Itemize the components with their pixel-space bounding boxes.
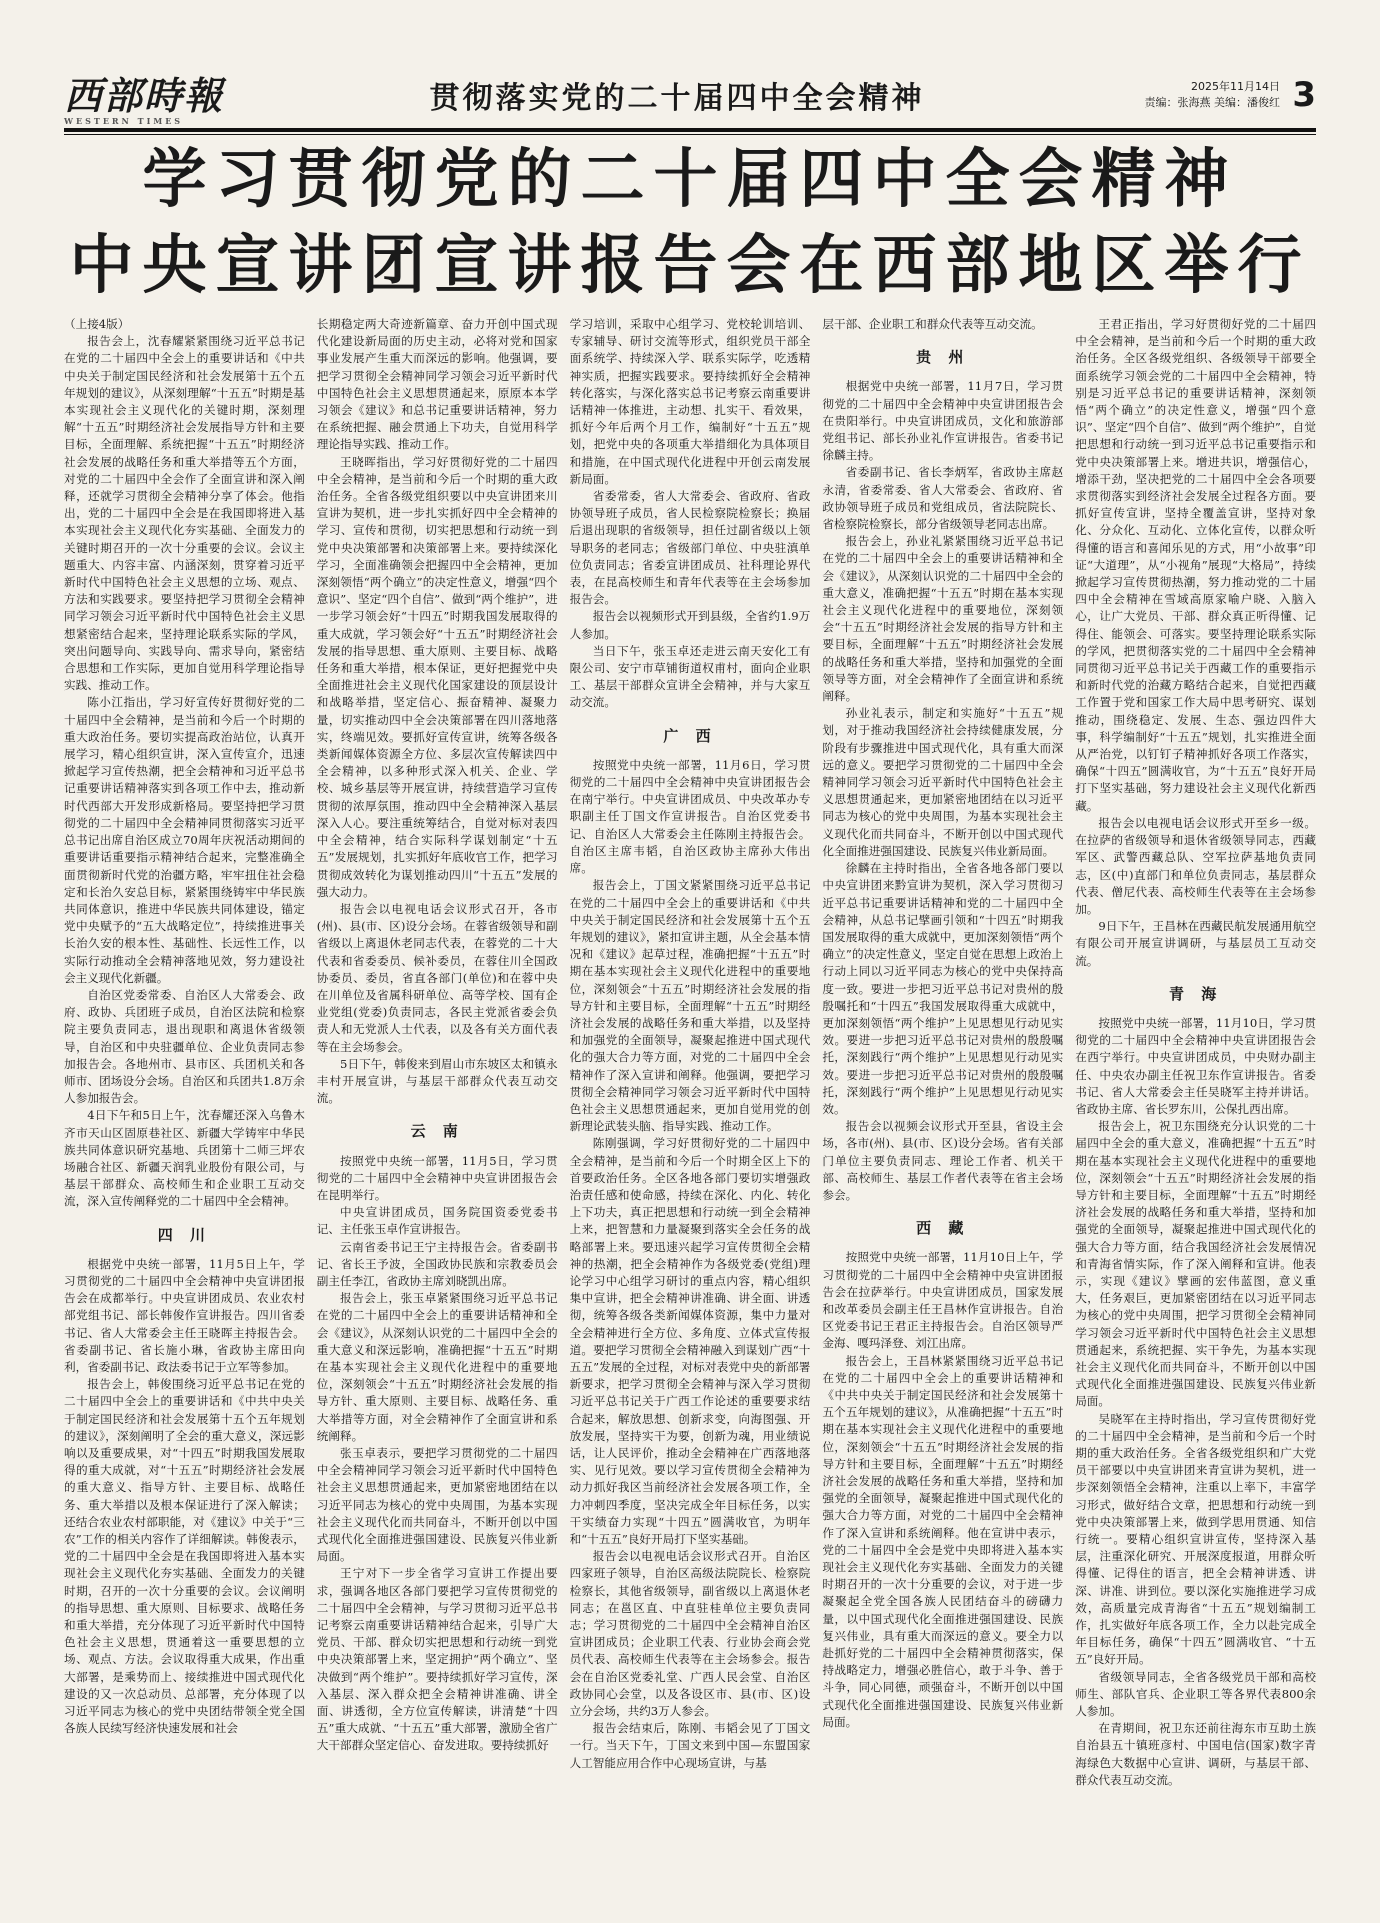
- paragraph: 省委常委，省人大常委会、省政府、省政协领导班子成员，省人民检察院检察长；换届后退出现职的省级领导，担任过副省级以上领导职务的老同志；省级部门单位、中央驻滇单位负责同志；省委宣讲团成员、社科理论界代表，在昆高校师生和青年代表等在主会场参加报告会。: [569, 489, 811, 607]
- paragraph: 省级领导同志，全省各级党员干部和高校师生、部队官兵、企业职工等各界代表800余人参加。: [1075, 1669, 1316, 1719]
- paragraph: 学习培训，采取中心组学习、党校轮训培训、专家辅导、研讨交流等形式，组织党员干部全面系统学、持续深入学、联系实际学，吃透精神实质，把握实践要求。要持续抓好全会精神转化落实，与深化落实总书记考察云南重要讲话精神一体推进，主动想、扎实干、看效果，抓好今年后两个月工作，编制好“十五五”规划，把党中央的各项重大举措细化为具体项目和措施，在中国式现代化进程中开创云南发展新局面。: [569, 317, 811, 486]
- paragraph: 4日下午和5日上午，沈春耀还深入乌鲁木齐市天山区固原巷社区、新疆大学铸牢中华民族共同体意识研究基地、兵团第十二师三坪农场融合社区、新疆天润乳业股份有限公司，与基层干部群众、高校师生和企业职工互动交流，深入宣传阐释党的二十届四中全会精神。: [64, 1108, 305, 1209]
- paragraph: 在青期间，祝卫东还前往海东市互助土族自治县五十镇班彦村、中国电信(国家)数字青海绿色大数据中心宣讲、调研，与基层干部、群众代表互动交流。: [1075, 1721, 1316, 1787]
- paragraph: 张玉卓表示，要把学习贯彻党的二十届四中全会精神同学习领会习近平新时代中国特色社会主义思想贯通起来，更加紧密地团结在以习近平同志为核心的党中央周围，为基本实现社会主义现代化而共同奋斗，不断开创以中国式现代化全面推进强国建设、民族复兴伟业新局面。: [316, 1446, 558, 1564]
- paragraph: 王宁对下一步全省学习宣讲工作提出要求，强调各地区各部门要把学习宣传贯彻党的二十届四中全会精神，与学习贯彻习近平总书记考察云南重要讲话精神结合起来，引导广大党员、干部、群众切实把思想和行动统一到党中央决策部署上来，坚定拥护“两个确立”、坚决做到“两个维护”。要持续抓好学习宣传，深入基层、深入群众把全会精神讲准确、讲全面、讲透彻，全方位宣传解读，讲清楚“十四五”重大成就、“十五五”重大部署，激励全省广大干部群众坚定信心、奋发进取。要持续抓好: [316, 1566, 558, 1753]
- headline-line-1: 学习贯彻党的二十届四中全会精神: [142, 143, 1238, 217]
- paragraph: 按照党中央统一部署，11月6日，学习贯彻党的二十届四中全会精神中央宣讲团报告会在南宁举行。中央宣讲团成员、中央改革办专职副主任丁国文作宣讲报告。自治区党委书记、自治区人大常委会主任陈刚主持报告会。自治区主席韦韬，自治区政协主席孙大伟出席。: [569, 757, 811, 876]
- paragraph: 报告会以视频形式开到县级，全省约1.9万人参加。: [569, 609, 811, 641]
- newspaper-logo: [64, 65, 244, 126]
- subhead-guangxi: 广 西: [663, 726, 717, 745]
- article-column-4: [822, 316, 1063, 1909]
- paragraph: 孙业礼表示，制定和实施好“十五五”规划，对于推动我国经济社会持续健康发展，分阶段有步骤推进中国式现代化，具有重大而深远的意义。要把学习贯彻党的二十届四中全会精神同学习领会习近平新时代中国特色社会主义思想贯通起来，更加紧密地团结在以习近平同志为核心的党中央周围，为基本实现社会主义现代化而共同奋斗，不断开创以中国式现代化全面推进强国建设、民族复兴伟业新局面。: [822, 706, 1064, 858]
- subhead-guizhou: 贵 州: [916, 348, 970, 367]
- paragraph: 王晓晖指出，学习好贯彻好党的二十届四中全会精神，是当前和今后一个时期的重大政治任务。全省各级党组织要以中央宣讲团来川宣讲为契机，进一步扎实抓好四中全会精神的学习、宣传和贯彻，切实把思想和行动统一到党中央决策部署和决策部署上来。要持续深化学习，全面准确领会把握四中全会精神，更加深刻领悟“两个确立”的决定性意义，增强“四个意识”、坚定“四个自信”、做到“两个维护”，进一步学习领会好“十四五”时期我国发展取得的重大成就，学习领会好“十五五”时期经济社会发展的指导思想、重大原则、主要目标、战略任务和重大举措，根本保证，更好把握党中央全面推进社会主义现代化国家建设的顶层设计和战略举措，坚定信心、振奋精神、凝聚力量，切实推动四中全会决策部署在四川落地落实，终端见效。要抓好宣传宣讲，统筹各级各类新闻媒体资源全方位、多层次宣传解读四中全会精神，以多种形式深入机关、企业、学校、城乡基层等开展宣讲，持续营造学习宣传贯彻的浓厚氛围，推动四中全会精神深入基层深入人心。要注重统筹结合，自觉对标对表四中全会精神，结合实际科学谋划制定“十五五”发展规划，扎实抓好年底收官工作，把学习贯彻成效转化为谋划推动四川“十五五”发展的强大动力。: [316, 454, 558, 899]
- paragraph: 报告会以电视电话会议形式召开，各市(州)、县(市、区)设分会场。在蓉省级领导和副省级以上离退休老同志代表，在蓉党的二十大代表和省委委员、候补委员，在蓉住川全国政协委员、委员，省直各部门(单位)和在蓉中央在川单位及省属科研单位、高等学校、国有企业党组(党委)负责同志，各民主党派省委会负责人和无党派人士代表，以及各有关方面代表等在主会场参会。: [316, 901, 558, 1054]
- paragraph: 根据党中央统一部署，11月5日上午，学习贯彻党的二十届四中全会精神中央宣讲团报告会在成都举行。中央宣讲团成员、农业农村部党组书记、部长韩俊作宣讲报告。四川省委书记、省人大常委会主任王晓晖主持报告会。省委副书记、省长施小琳，省政协主席田向利，省委副书记、政法委书记于立军等参加。: [64, 1256, 305, 1374]
- paragraph: 省委副书记、省长李炳军，省政协主席赵永清，省委常委、省人大常委会、省政府、省政协领导班子成员和党组成员，省法院院长、省检察院检察长，部分省级领导老同志出席。: [822, 465, 1064, 532]
- subhead-qinghai: 青 海: [1168, 984, 1223, 1003]
- paragraph: 按照党中央统一部署，11月5日，学习贯彻党的二十届四中全会精神中央宣讲团报告会在昆明举行。: [316, 1153, 558, 1202]
- paragraph: 报告会上，韩俊围绕习近平总书记在党的二十届四中全会上的重要讲话和《中共中央关于制定国民经济和社会发展第十五个五年规划的建议》，深刻阐明了全会的重大意义，深远影响以及重要成果，对“十四五”时期我国发展取得的重大成就，对“十五五”时期经济社会发展的重大意义、指导方针、主要目标、战略任务、重大举措以及根本保证进行了深入解读；还结合农业农村部职能，对《建议》中关于“三农”工作的相关内容作了详细解读。韩俊表示，党的二十届四中全会是在我国即将进入基本实现社会主义现代化夯实基础、全面发力的关键时期，召开的一次十分重要的会议。会议阐明的指导思想、重大原则、目标要求、战略任务和重大举措，充分体现了习近平新时代中国特色社会主义思想，贯通着这一重要思想的立场、观点、方法。会议取得重大成果，作出重大部署，是乘势而上、接续推进中国式现代化建设的又一次总动员、总部署，充分体现了以习近平同志为核心的党中央团结带领全党全国各族人民续写经济快速发展和社会: [64, 1377, 305, 1736]
- section-title: 贯彻落实党的二十届四中全会精神: [429, 81, 925, 116]
- paragraph: 长期稳定两大奇迹新篇章、奋力开创中国式现代化建设新局面的历史主动，必将对党和国家事业发展产生重大而深远的影响。他强调，要把学习贯彻全会精神同学习领会习近平新时代中国特色社会主义思想贯通起来，原原本本学习领会《建议》和总书记重要讲话精神，努力在系统把握、融会贯通上下功夫，自觉用科学理论指导实践、推动工作。: [316, 317, 558, 452]
- article-column-5: [1075, 316, 1316, 1909]
- paragraph: 9日下午，王昌林在西藏民航发展通用航空有限公司开展宣讲调研，与基层员工互动交流。: [1075, 919, 1316, 968]
- logo-subtext: WESTERN TIMES: [64, 115, 184, 126]
- paragraph: 报告会上，沈春耀紧紧围绕习近平总书记在党的二十届四中全会上的重要讲话和《中共中央关于制定国民经济和社会发展第十五个五年规划的建议》，从深刻理解“十五五”时期是基本实现社会主义现代化的关键时期，深刻理解“十五五”时期经济社会发展指导方针和主要目标，全面理解、系统把握“十五五”时期经济社会发展的战略任务和重大举措等五个方面，对党的二十届四中全会作了全面宣讲和深入阐释，还就学习贯彻全会精神分享了体会。他指出，党的二十届四中全会是在我国即将进入基本实现社会主义现代化夯实基础、全面发力的关键时期召开的一次十分重要的会议。会议主题重大、内容丰富、内涵深刻，贯穿着习近平新时代中国特色社会主义思想的立场、观点、方法和实践要求。要坚持把学习贯彻全会精神同学习领会习近平新时代中国特色社会主义思想紧密结合起来，坚持理论联系实际的学风，突出问题导向、实践导向、需求导向，紧密结合思想和工作实际，更加自觉用科学理论指导实践、推动工作。: [64, 334, 305, 693]
- paragraph: 云南省委书记王宁主持报告会。省委副书记、省长王予波，全国政协民族和宗教委员会副主任李江，省政协主席刘晓凯出席。: [316, 1239, 558, 1288]
- paragraph: 层干部、企业职工和群众代表等互动交流。: [822, 317, 1043, 331]
- paragraph: 自治区党委常委、自治区人大常委会、政府、政协、兵团班子成员，自治区法院和检察院主要负责同志，退出现职和离退休省级领导，自治区和中央驻疆单位、企业负责同志参加报告会。各地州市、县市区、兵团机关和各师市、团场设分会场。自治区和兵团共1.8万余人参加报告会。: [64, 987, 305, 1106]
- paragraph: 徐麟在主持时指出，全省各地各部门要以中央宣讲团来黔宣讲为契机，深入学习贯彻习近平总书记重要讲话精神和党的二十届四中全会精神，从总书记擘画引领和“十四五”时期我国发展取得的重大成就中，更加深刻领悟“两个确立”的决定性意义，坚定自觉在思想上政治上行动上同以习近平同志为核心的党中央保持高度一致。要进一步把习近平总书记对贵州的殷殷嘱托和“十四五”我国发展取得重大成就中，更加深刻领悟“两个维护”上见思想见行动见实效。要进一步把习近平总书记对贵州的殷殷嘱托，深刻践行“两个维护”上见思想见行动见实效。要进一步把习近平总书记对贵州的殷殷嘱托，深刻践行“两个维护”上见思想见行动见实效。: [822, 861, 1064, 1116]
- subhead-yunnan: 云 南: [410, 1122, 464, 1141]
- page-meta: [1110, 79, 1286, 111]
- article-column-3: [570, 316, 811, 1909]
- editor-credits: 责编：张海燕 美编：潘俊红: [1144, 96, 1280, 109]
- paragraph: 报告会以电视电话会议形式开至乡一级。在拉萨的省级领导和退休省级领导同志，西藏军区、武警西藏总队、空军拉萨基地负责同志，区(中)直部门和单位负责同志，基层群众代表、僧尼代表、高校师生代表等在主会场参加。: [1075, 815, 1316, 916]
- page-number: 3: [1292, 75, 1316, 115]
- paragraph: 报告会上，王昌林紧紧围绕习近平总书记在党的二十届四中全会上的重要讲话精神和《中共中央关于制定国民经济和社会发展第十五个五年规划的建议》，从准确把握“十五五”时期在基本实现社会主义现代化进程中的重要地位，深刻领会“十五五”时期经济社会发展的指导方针和主要目标，全面理解“十五五”时期经济社会发展的战略任务和重大举措，坚持和加强党的全面领导，凝聚起推进中国式现代化的强大合力等方面，对党的二十届四中全会精神作了深入宣讲和系统阐释。他在宣讲中表示，党的二十届四中全会是党中央即将进入基本实现社会主义现代化夯实基础、全面发力的关键时期召开的一次十分重要的会议，对于进一步凝聚起全党全国各族人民团结奋斗的磅礴力量，以中国式现代化全面推进强国建设、民族复兴伟业，具有重大而深远的意义。要全力以赴抓好党的二十届四中全会精神贯彻落实，保持战略定力，增强必胜信心，敢于斗争、善于斗争，同心同德，顽强奋斗，不断开创以中国式现代化全面推进强国建设、民族复兴伟业新局面。: [822, 1353, 1064, 1729]
- paragraph: 报告会上，祝卫东围绕充分认识党的二十届四中全会的重大意义，准确把握“十五五”时期在基本实现社会主义现代化进程中的重要地位，深刻领会“十五五”时期经济社会发展的指导方针和主要目标，全面理解“十五五”时期经济社会发展的战略任务和重大举措，坚持和加强党的全面领导，凝聚起推进中国式现代化的强大合力等方面，结合我国经济社会发展情况和青海省情实际，作了深入阐释和宣讲。他表示，实现《建议》擘画的宏伟蓝图，意义重大，任务艰巨，更加紧密团结在以习近平同志为核心的党中央周围，把学习贯彻全会精神同学习领会习近平新时代中国特色社会主义思想贯通起来，系统把握、实干争先，为基本实现社会主义现代化而共同奋斗，不断开创以中国式现代化全面推进强国建设、民族复兴伟业新局面。: [1075, 1119, 1316, 1409]
- paragraph: 报告会上，张玉卓紧紧围绕习近平总书记在党的二十届四中全会上的重要讲话精神和全会《建议》，从深刻认识党的二十届四中全会的重大意义和深远影响，准确把握“十五五”时期在基本实现社会主义现代化进程中的重要地位，深刻领会“十五五”时期经济社会发展的指导方针、重大原则、主要目标、战略任务、重大举措等方面，对全会精神作了全面宣讲和系统阐释。: [316, 1291, 558, 1443]
- article-body: [64, 316, 1316, 1909]
- paragraph: 报告会结束后，陈刚、韦韬会见了丁国文一行。当天下午，丁国文来到中国—东盟国家人工智能应用合作中心现场宣讲，与基: [569, 1721, 811, 1770]
- paragraph: 按照党中央统一部署，11月10日，学习贯彻党的二十届四中全会精神中央宣讲团报告会在西宁举行。中央宣讲团成员，中央财办副主任、中央农办副主任祝卫东作宣讲报告。省委书记、省人大常委会主任吴晓军主持并讲话。省政协主席、省长罗东川，公保扎西出席。: [1075, 1015, 1316, 1116]
- paragraph: 王君正指出，学习好贯彻好党的二十届四中全会精神，是当前和今后一个时期的重大政治任务。全区各级党组织、各级领导干部要全面系统学习领会党的二十届四中全会精神，特别是习近平总书记的重要讲话精神，深刻领悟“两个确立”的决定性意义，增强“四个意识”、坚定“四个自信”、做到“两个维护”，自觉把思想和行动统一到习近平总书记重要指示和党中央决策部署上来。增进共识，增强信心，增添干劲，坚决把党的二十届四中全会各项要求贯彻落实到经济社会发展全过程各方面。要抓好宣传宣讲，坚持全覆盖宣讲，坚持对象化、分众化、互动化、立体化宣传，以群众听得懂的语言和喜闻乐见的方式，用“小故事”印证“大道理”，从“小视角”展现“大格局”，持续掀起学习宣传贯彻热潮，努力推动党的二十届四中全会精神在雪域高原家喻户晓、入脑入心，让广大党员、干部、群众真正听得懂、记得住、能领会、可落实。要坚持理论联系实际的学风，把贯彻落实党的二十届四中全会精神同贯彻习近平总书记关于西藏工作的重要指示和新时代党的治藏方略结合起来，自觉把西藏工作置于党和国家工作大局中思考研究、谋划推动，围绕稳定、发展、生态、强边四件大事，科学编制好“十五五”规划，扎实推进全面从严治党，以钉钉子精神抓好各项工作落实，确保“十四五”圆满收官，为“十五五”良好开局打下坚实基础，努力建设社会主义现代化新西藏。: [1075, 317, 1316, 813]
- article-column-2: [317, 316, 558, 1909]
- paragraph: 报告会以电视电话会议形式召开。自治区四家班子领导，自治区高级法院院长、检察院检察长，其他省级领导，副省级以上离退休老同志；在邕区直、中直驻桂单位主要负责同志；学习贯彻党的二十届四中全会精神自治区宣讲团成员；企业职工代表、行业协会商会党员代表、高校师生代表等在主会场参会。报告会在自治区党委礼堂、广西人民会堂、自治区政协同心会堂，以及各设区市、县(市、区)设立分会场，共约3万人参会。: [569, 1549, 811, 1719]
- masthead-rule: [64, 128, 1316, 132]
- headline-line-2: 中央宣讲团宣讲报告会在西部地区举行: [69, 229, 1311, 303]
- paragraph: 陈小江指出，学习好宣传好贯彻好党的二十届四中全会精神，是当前和今后一个时期的重大政治任务。要切实提高政治站位，认真开展学习，精心组织宣讲，深入宣传宣介，迅速掀起学习宣传热潮，把全会精神和习近平总书记重要讲话精神落实到各项工作中去，推动新时代西部大开发形成新格局。要坚持把学习贯彻党的二十届四中全会精神同贯彻落实习近平总书记出席自治区成立70周年庆祝活动期间的重要讲话重要指示精神结合起来，完整准确全面贯彻新时代党的治疆方略，牢牢扭住社会稳定和长治久安总目标，紧紧围绕铸牢中华民族共同体意识，推进中华民族共同体建设，锚定党中央赋予的“五大战略定位”，持续推进事关长治久安的根本性、基础性、长远性工作，以实际行动推动全会精神落地见效，努力建设社会主义现代化新疆。: [64, 695, 305, 985]
- paragraph: 报告会上，丁国文紧紧围绕习近平总书记在党的二十届四中全会上的重要讲话和《中共中央关于制定国民经济和社会发展第十五个五年规划的建议》，紧扣宣讲主题，从全会基本情况和《建议》起草过程，准确把握“十五五”时期在基本实现社会主义现代化进程中的重要地位，深刻领会“十五五”时期经济社会发展的指导方针和主要目标，全面理解“十五五”时期经济社会发展的战略任务和重大举措，以及坚持和加强党的全面领导，凝聚起推进中国式现代化的强大合力等方面，对党的二十届四中全会精神作了深入宣讲和阐释。他强调，要把学习贯彻全会精神同学习领会习近平新时代中国特色社会主义思想贯通起来，更加自觉用党的创新理论武装头脑、指导实践、推动工作。: [569, 878, 811, 1134]
- paragraph: 5日下午，韩俊来到眉山市东坡区太和镇永丰村开展宣讲，与基层干部群众代表互动交流。: [316, 1056, 558, 1106]
- paragraph: 按照党中央统一部署，11月10日上午，学习贯彻党的二十届四中全会精神中央宣讲团报告会在拉萨举行。中央宣讲团成员，国家发展和改革委员会副主任王昌林作宣讲报告。自治区党委书记王君正主持报告会。自治区领导严金海、嘎玛泽登、刘江出席。: [822, 1250, 1064, 1351]
- continued-note: （上接4版）: [64, 317, 130, 331]
- paragraph: 当日下午，张玉卓还走进云南天安化工有限公司、安宁市草铺街道权甫村，面向企业职工、基层干部群众宣讲全会精神，并与大家互动交流。: [569, 643, 811, 710]
- subhead-xizang: 西 藏: [916, 1219, 970, 1238]
- paragraph: 吴晓军在主持时指出，学习宣传贯彻好党的二十届四中全会精神，是当前和今后一个时期的重大政治任务。全省各级党组织和广大党员干部要以中央宣讲团来青宣讲为契机，进一步深刻领悟全会精神，注重以上率下，丰富学习形式，做好结合文章，把思想和行动统一到党中央决策部署上来，做到学思用贯通、知信行统一。要精心组织宣讲宣传，坚持深入基层，注重深化研究、开展深度报道，用群众听得懂、记得住的语言，把全会精神讲透、讲深、讲准、讲到位。要以深化实施推进学习成效，高质量完成青海省“十五五”规划编制工作，扎实做好年底各项工作，全力以赴完成全年目标任务，确保“十四五”圆满收官、“十五五”良好开局。: [1075, 1411, 1316, 1667]
- subhead-sichuan: 四 川: [157, 1225, 212, 1244]
- paragraph: 中央宣讲团成员，国务院国资委党委书记、主任张玉卓作宣讲报告。: [316, 1205, 558, 1237]
- paragraph: 陈刚强调，学习好贯彻好党的二十届四中全会精神，是当前和今后一个时期全区上下的首要政治任务。全区各地各部门要切实增强政治责任感和使命感，持续在深化、内化、转化上下功夫，真正把思想和行动统一到全会精神上来，把智慧和力量凝聚到落实全会任务的战略部署上来。要迅速兴起学习宣传贯彻全会精神的热潮，把全会精神作为各级党委(党组)理论学习中心组学习研讨的重点内容，精心组织集中宣讲，把全会精神讲准确、讲全面、讲透彻，统筹各级各类新闻媒体资源，集中力量对全会精神进行全方位、多角度、立体式宣传报道。要把学习贯彻全会精神融入到谋划广西“十五五”发展的全过程，对标对表党中央的新部署新要求，把学习贯彻全会精神与深入学习贯彻习近平总书记关于广西工作论述的重要要求结合起来，解放思想、创新求变，向海图强、开放发展，坚持实干为要，创新为魂，用业绩说话，让人民评价，推动全会精神在广西落地落实、见行见效。要以学习宣传贯彻全会精神为动力抓好我区当前经济社会发展各项工作，全力冲刺四季度，坚决完成全年目标任务，以实干实绩奋力实现“十四五”圆满收官，为明年和“十五五”良好开局打下坚实基础。: [569, 1136, 811, 1547]
- paragraph: 报告会以视频会议形式开至县，省设主会场，各市(州)、县(市、区)设分会场。省有关部门单位主要负责同志、理论工作者、机关干部、高校师生、基层工作者代表等在省主会场参会。: [822, 1119, 1064, 1202]
- masthead: [64, 64, 1316, 126]
- article-column-1: [64, 316, 305, 1909]
- paragraph: 根据党中央统一部署，11月7日，学习贯彻党的二十届四中全会精神中央宣讲团报告会在贵阳举行。中央宣讲团成员，文化和旅游部党组书记、部长孙业礼作宣讲报告。省委书记徐麟主持。: [822, 379, 1064, 463]
- issue-date: 2025年11月14日: [1191, 80, 1280, 93]
- logo-text: 西部時報: [64, 72, 225, 118]
- paragraph: 报告会上，孙业礼紧紧围绕习近平总书记在党的二十届四中全会上的重要讲话精神和全会《建议》，从深刻认识党的二十届四中全会的重大意义，准确把握“十五五”时期在基本实现社会主义现代化进程中的重要地位，深刻领会“十五五”时期经济社会发展的指导方针和主要目标，全面理解“十五五”时期经济社会发展的战略任务和重大举措，坚持和加强党的全面领导等方面，对全会精神作了全面宣讲和系统阐释。: [822, 534, 1064, 704]
- masthead-rule-thin: [64, 134, 1316, 135]
